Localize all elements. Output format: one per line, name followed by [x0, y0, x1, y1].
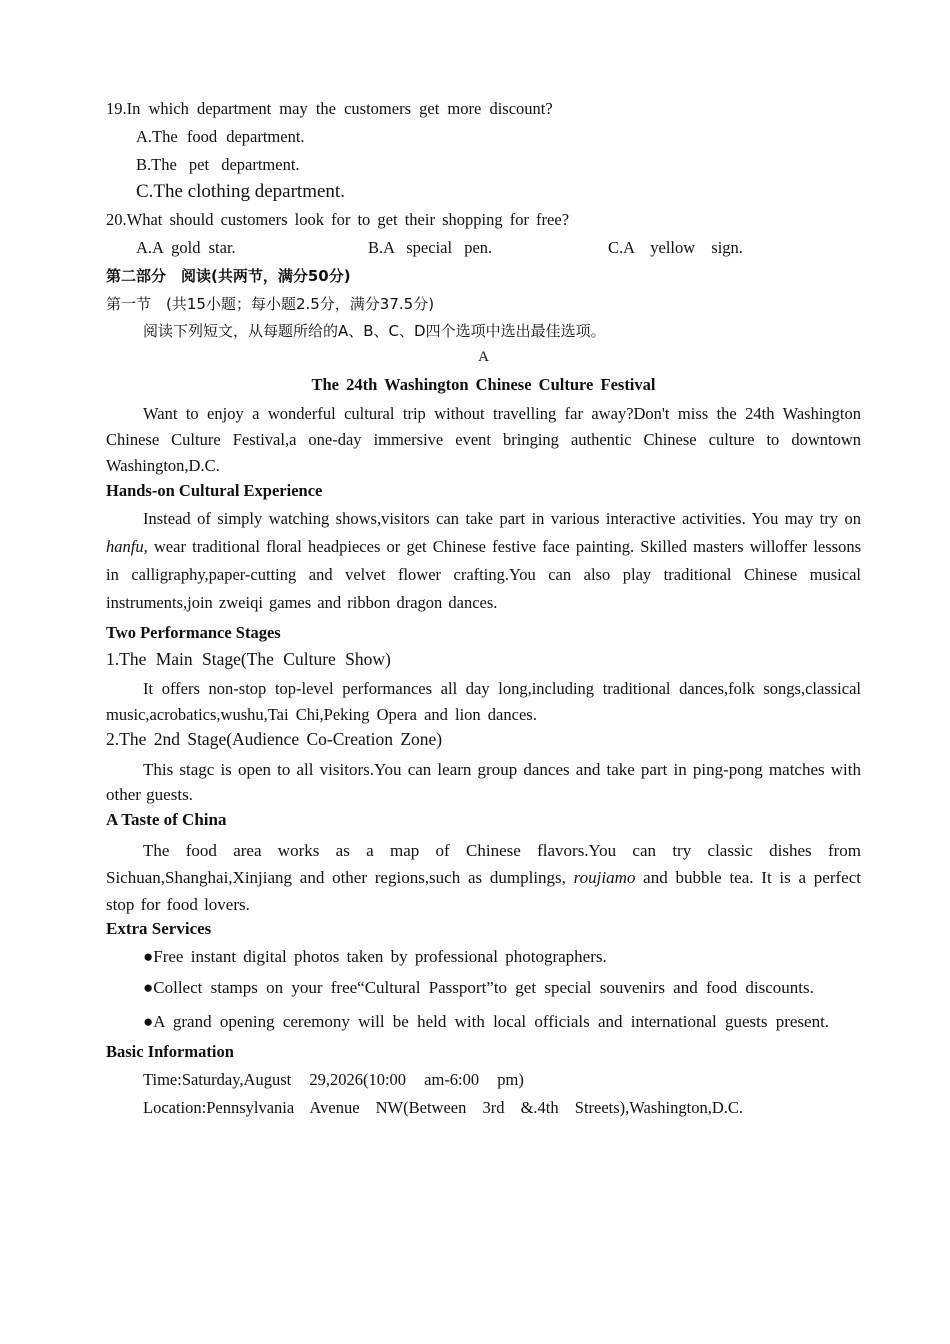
stage2-paragraph: This stagc is open to all visitors.You can learn group dances and take part in ping-pong matches with other guests. [106, 760, 861, 804]
handson-heading: Hands-on Cultural Experience [106, 481, 323, 500]
question-20-option-b: B.A special pen. [368, 238, 493, 257]
extra-heading: Extra Services [106, 919, 212, 938]
passage-title: The 24th Washington Chinese Culture Festival [311, 375, 656, 394]
basic-heading: Basic Information [106, 1042, 234, 1061]
taste-heading: A Taste of China [106, 810, 227, 829]
stages-heading: Two Performance Stages [106, 623, 281, 642]
handson-italic-hanfu: hanfu, [106, 537, 148, 556]
question-19-option-a: A.The food department. [136, 127, 305, 146]
extra-item-photos: ●Free instant digital photos taken by professional photographers. [143, 947, 607, 966]
reading-instruction: 阅读下列短文，从每题所给的A、B、C、D四个选项中选出最佳选项。 [143, 322, 606, 340]
basic-time: Time:Saturday,August 29,2026(10:00 am-6:00 pm) [143, 1070, 524, 1089]
intro-paragraph: Want to enjoy a wonderful cultural trip without travelling far away?Don't miss the 24th Washington Chinese Culture Festival,a one-day immersive event bringing authentic Chinese culture to downtown Washington,D.C. [106, 404, 861, 475]
exam-page [106, 98, 861, 1119]
section1-heading: 第一节 (共15小题；每小题2.5分，满分37.5分) [106, 295, 435, 313]
stage1-title: 1.The Main Stage(The Culture Show) [106, 649, 391, 669]
taste-paragraph [106, 837, 861, 918]
extra-item-passport: ●Collect stamps on your free“Cultural Passport”to get special souvenirs and food discounts. [143, 978, 814, 997]
taste-italic-roujiamo: roujiamo [573, 868, 636, 887]
question-20-option-c: C.A yellow sign. [608, 238, 743, 257]
passage-letter: A [478, 349, 489, 365]
question-20-option-a: A.A gold star. [136, 238, 236, 257]
part2-heading: 第二部分 阅读(共两节，满分50分) [106, 267, 351, 285]
question-19-stem: 19.In which department may the customers get more discount? [106, 99, 553, 118]
question-20-stem: 20.What should customers look for to get their shopping for free? [106, 210, 570, 229]
handson-text-before: Instead of simply watching shows,visitors can take part in various interactive activities. You may try on [143, 509, 861, 528]
question-20-options [106, 237, 861, 259]
handson-paragraph [106, 505, 861, 617]
basic-location: Location:Pennsylvania Avenue NW(Between 3rd &.4th Streets),Washington,D.C. [143, 1098, 744, 1117]
extra-item-ceremony: ●A grand opening ceremony will be held with local officials and international guests present. [143, 1012, 830, 1031]
stage2-title: 2.The 2nd Stage(Audience Co-Creation Zone) [106, 729, 443, 749]
question-19-option-b: B.The pet department. [136, 155, 300, 174]
handson-text-after: wear traditional floral headpieces or get Chinese festive face painting. Skilled masters willoffer lessons in calligraphy,paper-cutting and velvet flower crafting.You can also play traditional Chinese musical instruments,join zweiqi games and ribbon dragon dances. [106, 537, 861, 612]
question-19-option-c: C.The clothing department. [136, 181, 345, 202]
stage1-paragraph: It offers non-stop top-level performances all day long,including traditional dances,folk songs,classical music,acrobatics,wushu,Tai Chi,Peking Opera and lion dances. [106, 679, 861, 724]
taste-text-after: and bubble tea. It is a perfect stop for food lovers. [106, 868, 861, 914]
taste-text-before: The food area works as a map of Chinese flavors.You can try classic dishes from Sichuan,Shanghai,Xinjiang and other regions,such as dumplings, [106, 841, 861, 887]
